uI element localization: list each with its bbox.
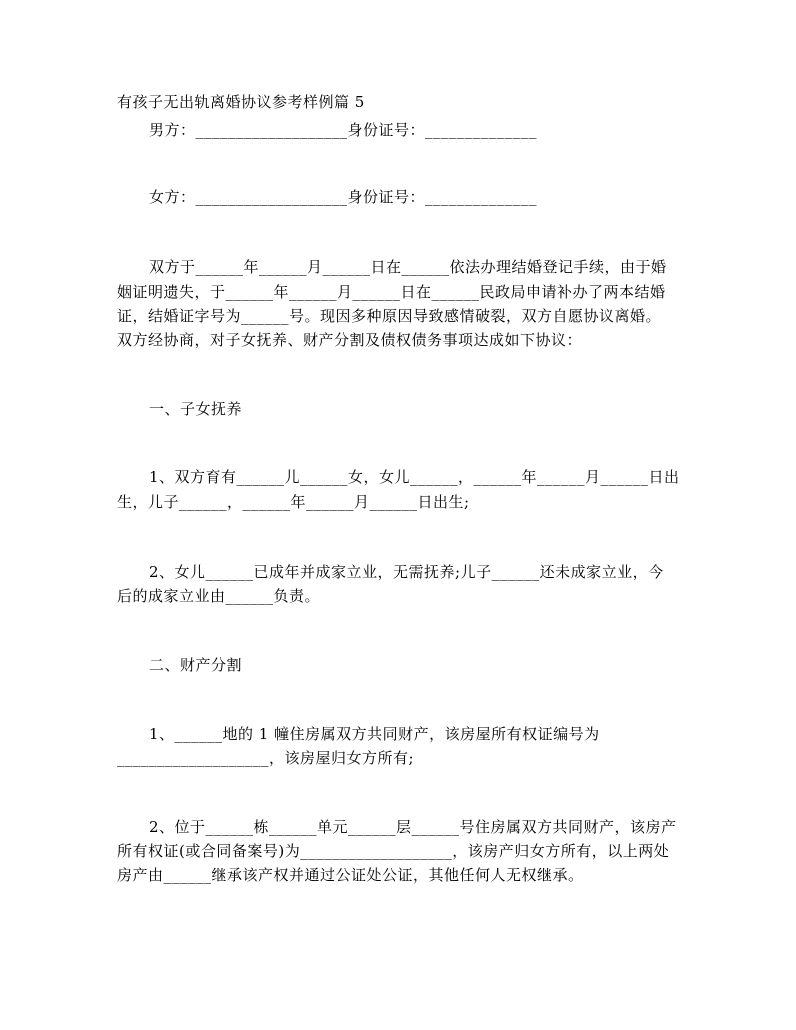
- woman-line: 女方：___________________身份证号：______________: [149, 188, 538, 206]
- intro-line-1: 双方于______年______月______日在______依法办理结婚登记手续，由于婚: [149, 258, 667, 276]
- property-clause-1-line-1: 1、______地的 1 幢住房属双方共同财产，该房屋所有权证编号为: [149, 725, 600, 743]
- property-clause-2-line-3: 房产由______继承该产权并通过公证处公证，其他任何人无权继承。: [117, 866, 584, 884]
- property-clause-2-line-2: 所有权证(或合同备案号)为___________________，该房产归女方所有，以上两处: [117, 842, 670, 860]
- document-title: 有孩子无出轨离婚协议参考样例篇 5: [117, 93, 365, 111]
- intro-line-3: 证，结婚证字号为______号。现因多种原因导致感情破裂，双方自愿协议离婚。: [117, 307, 662, 325]
- intro-line-2: 姻证明遗失，于______年______月______日在______民政局申请补办了两本结婚: [117, 283, 666, 301]
- child-clause-1-line-2: 生，儿子______，______年______月______日出生;: [117, 493, 470, 511]
- child-clause-1-line-1: 1、双方育有______儿______女，女儿______，______年______月______日出: [149, 468, 680, 486]
- man-line: 男方：___________________身份证号：______________: [149, 121, 538, 139]
- property-clause-1-line-2: ___________________，该房屋归女方所有;: [117, 749, 415, 767]
- intro-line-4: 双方经协商，对子女抚养、财产分割及债权债务事项达成如下协议：: [117, 331, 583, 349]
- section-heading-property-division: 二、财产分割: [149, 656, 243, 674]
- child-clause-2-line-2: 后的成家立业由______负责。: [117, 587, 321, 605]
- child-clause-2-line-1: 2、女儿______已成年并成家立业，无需抚养;儿子______还未成家立业，今: [149, 563, 664, 581]
- section-heading-child-support: 一、子女抚养: [149, 400, 243, 418]
- property-clause-2-line-1: 2、位于______栋______单元______层______号住房属双方共同财产，该房产: [149, 818, 677, 836]
